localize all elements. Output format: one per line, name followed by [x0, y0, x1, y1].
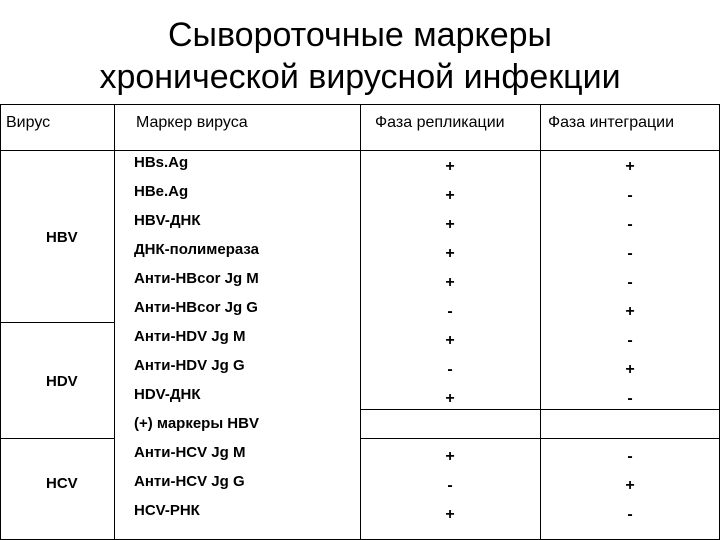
integration-cell: +: [625, 158, 635, 175]
integration-cell: -: [627, 216, 633, 233]
marker-cell: Анти-HCV Jg G: [134, 473, 245, 490]
integration-cell: -: [627, 245, 633, 262]
marker-cell: (+) маркеры HBV: [134, 415, 259, 432]
grid-line: [0, 150, 720, 151]
grid-line: [360, 104, 361, 540]
grid-line: [0, 104, 720, 105]
integration-cell: +: [625, 361, 635, 378]
integration-cell: -: [627, 448, 633, 465]
marker-cell: Анти-HCV Jg M: [134, 444, 246, 461]
integration-cell: -: [627, 274, 633, 291]
grid-line: [0, 322, 115, 323]
integration-cell: -: [627, 332, 633, 349]
marker-cell: HDV-ДНК: [134, 386, 201, 403]
integration-cell: -: [627, 187, 633, 204]
marker-cell: Анти-HBcor Jg M: [134, 270, 259, 287]
virus-label-hdv: HDV: [46, 373, 78, 390]
header-virus: Вирус: [6, 114, 51, 131]
replication-cell: +: [445, 245, 455, 262]
replication-cell: +: [445, 274, 455, 291]
grid-line: [0, 438, 115, 439]
marker-cell: Анти-HBcor Jg G: [134, 299, 258, 316]
integration-cell: +: [625, 303, 635, 320]
marker-cell: Анти-HDV Jg M: [134, 328, 246, 345]
virus-label-hbv: HBV: [46, 229, 78, 246]
markers-table: [0, 104, 720, 540]
header-marker: Маркер вируса: [136, 114, 248, 131]
marker-cell: ДНК-полимераза: [134, 241, 259, 258]
header-replication: Фаза репликации: [375, 114, 505, 131]
integration-cell: +: [625, 477, 635, 494]
replication-cell: +: [445, 158, 455, 175]
grid-line: [360, 409, 720, 410]
replication-cell: +: [445, 332, 455, 349]
grid-line: [540, 104, 541, 540]
title-line-2: хронической вирусной инфекции: [99, 58, 621, 96]
replication-cell: -: [447, 303, 453, 320]
replication-cell: -: [447, 361, 453, 378]
grid-line: [360, 438, 720, 439]
virus-label-hcv: HCV: [46, 475, 78, 492]
replication-cell: +: [445, 187, 455, 204]
replication-cell: -: [447, 477, 453, 494]
marker-cell: HCV-РНК: [134, 502, 200, 519]
title-line-1: Сывороточные маркеры: [168, 16, 552, 54]
marker-cell: HBe.Ag: [134, 183, 189, 200]
replication-cell: +: [445, 448, 455, 465]
integration-cell: -: [627, 390, 633, 407]
header-integration: Фаза интеграции: [548, 114, 675, 131]
marker-cell: Анти-HDV Jg G: [134, 357, 245, 374]
marker-cell: HBs.Ag: [134, 154, 189, 171]
replication-cell: +: [445, 506, 455, 523]
replication-cell: +: [445, 390, 455, 407]
page-title: [0, 14, 720, 98]
replication-cell: +: [445, 216, 455, 233]
integration-cell: -: [627, 506, 633, 523]
marker-cell: HBV-ДНК: [134, 212, 201, 229]
